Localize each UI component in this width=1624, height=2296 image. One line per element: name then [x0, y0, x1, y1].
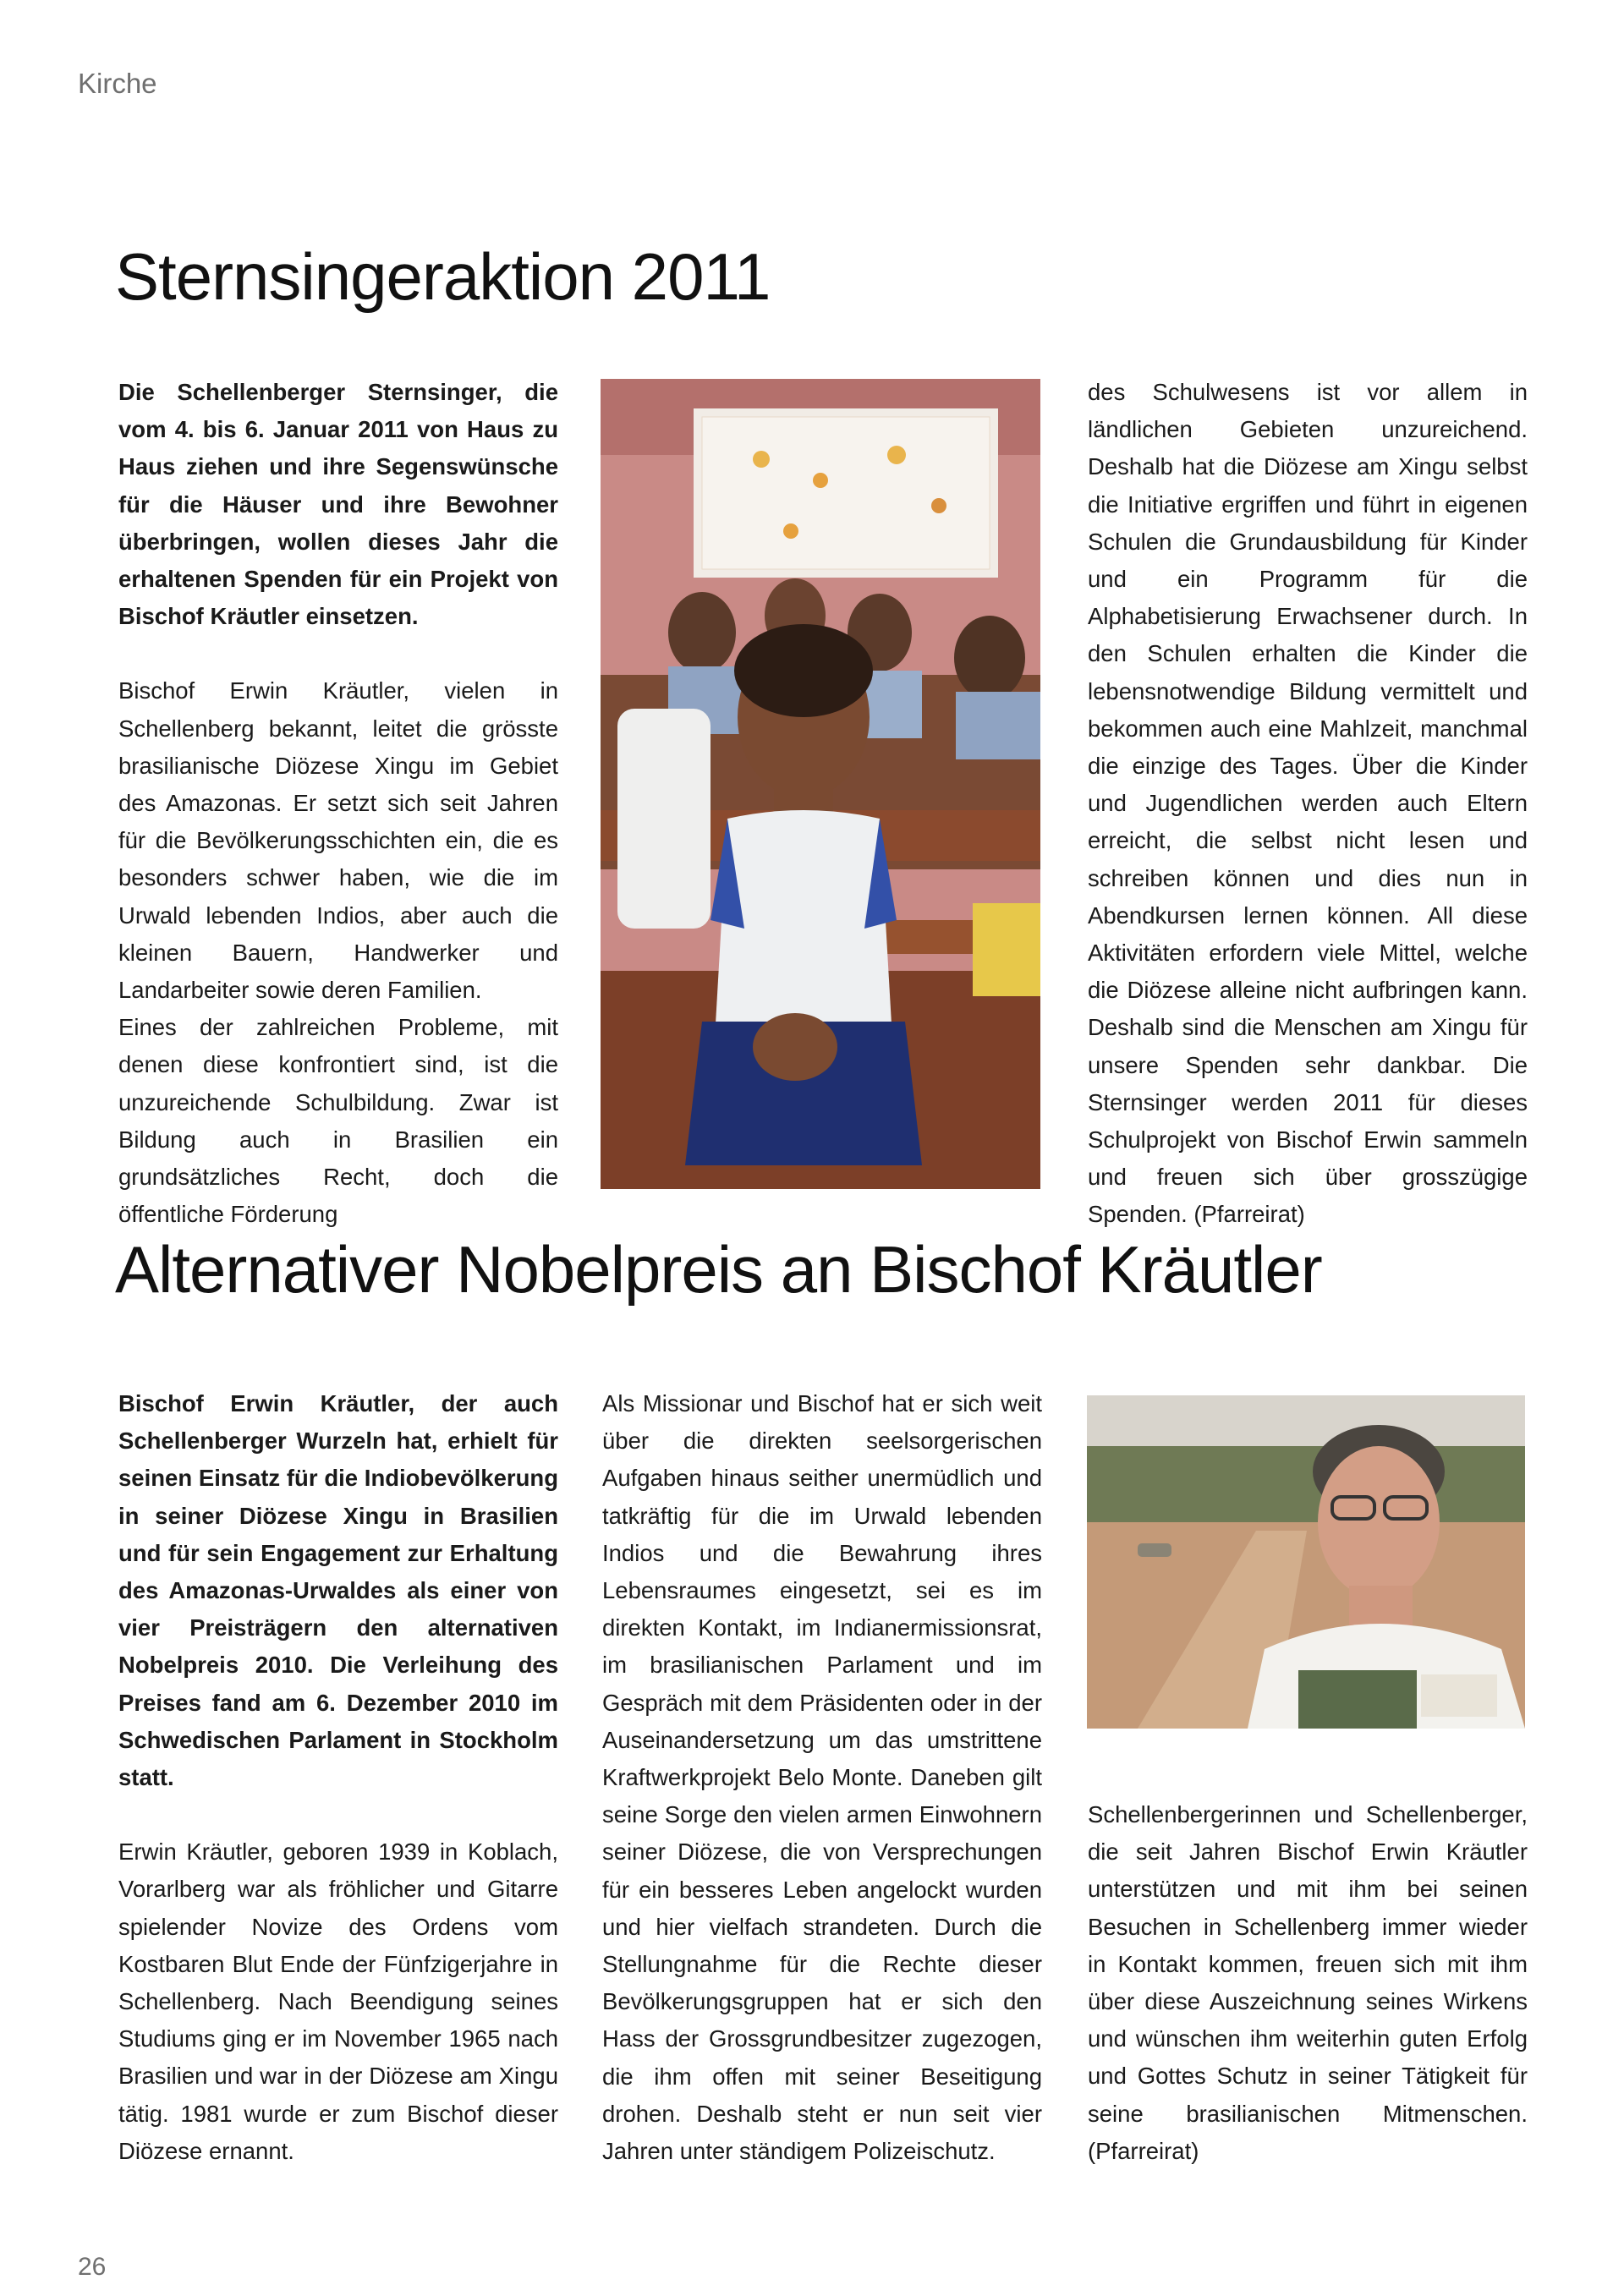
- article1-paragraph-1: Bischof Erwin Kräutler, vielen in Schellenberg bekannt, leitet die grösste brasilianische Diözese Xingu im Gebiet des Amazonas. Er setzt sich seit Jahren für die Bevölkerungsschichten ein, die es besonders schwer haben, wie die im Urwald lebenden Indios, aber auch die kleinen Bauern, Handwerker und Landarbeiter sowie deren Familien.: [118, 677, 558, 1004]
- article2-paragraph-2: Als Missionar und Bischof hat er sich weit über die direkten seelsorgerischen Aufgaben hinaus seither unermüdlich und tatkräftig für die im Urwald lebenden Indios und die Bewahrung ihres Lebensraumes eingesetzt, sei es im direkten Kontakt, im Indianermissionsrat, im brasilianischen Parlament und im Gespräch mit dem Präsidenten oder in der Auseinandersetzung um das umstrittene Kraftwerkprojekt Belo Monte. Daneben gilt seine Sorge den vielen armen Einwohnern seiner Diözese, die von Versprechungen für ein besseres Leben angelockt wurden und hier vielfach strandeten. Durch die Stellungnahme für die Rechte dieser Bevölkerungsgruppen hat er sich den Hass der Grossgrundbesitzer zugezogen, die ihm offen mit seiner Beseitigung drohen. Deshalb steht er nun seit vier Jahren unter ständigem Polizeischutz.: [602, 1390, 1042, 2165]
- article1-column-3: [1088, 374, 1528, 1234]
- bishop-portrait-photo: [1087, 1395, 1525, 1729]
- article1-lead: Die Schellenberger Sternsinger, die vom 4. bis 6. Januar 2011 von Haus zu Haus ziehen und ihre Segenswünsche für die Häuser und ihre Bewohner überbringen, wollen dieses Jahr die erhaltenen Spenden für ein Projekt von Bischof Kräutler einsetzen.: [118, 379, 558, 630]
- classroom-child-photo: [601, 379, 1040, 1189]
- article1-title: Sternsingeraktion 2011: [115, 239, 771, 314]
- article2-column-3: [1088, 1796, 1528, 2170]
- article1-paragraph-3: des Schulwesens ist vor allem in ländlichen Gebieten unzureichend. Deshalb hat die Diözese am Xingu selbst die Initiative ergriffen und führt in eigenen Schulen die Grundausbildung für Kinder und ein Programm für die Alphabetisierung Erwachsener durch. In den Schulen erhalten die Kinder die lebensnotwendige Bildung vermittelt und bekommen auch eine Mahlzeit, manchmal die einzige des Tages. Über die Kinder und Jugendlichen werden auch Eltern erreicht, die selbst nicht lesen und schreiben können und dies nun in Abendkursen lernen können. All diese Aktivitäten erfordern viele Mittel, welche die Diözese alleine nicht aufbringen kann. Deshalb sind die Menschen am Xingu für unsere Spenden sehr dankbar. Die Sternsinger werden 2011 für dieses Schulprojekt von Bischof Erwin sammeln und freuen sich über grosszügige Spenden. (Pfarreirat): [1088, 379, 1528, 1228]
- article2-lead: Bischof Erwin Kräutler, der auch Schellenberger Wurzeln hat, erhielt für seinen Einsatz für die Indiobevölkerung in seiner Diözese Xingu in Brasilien und für sein Engagement zur Erhaltung des Amazonas-Urwaldes als einer von vier Preisträgern den alternativen Nobelpreis 2010. Die Verleihung des Preises fand am 6. Dezember 2010 im Schwedischen Parlament in Stockholm statt.: [118, 1390, 558, 1791]
- article2-paragraph-3: Schellenbergerinnen und Schellenberger, die seit Jahren Bischof Erwin Kräutler unterstützen und mit ihm bei seinen Besuchen in Schellenberg immer wieder in Kontakt kommen, freuen sich mit ihm über diese Auszeichnung seines Wirkens und wünschen ihm weiterhin guten Erfolg und Gottes Schutz in seiner Tätigkeit für seine brasilianischen Mitmenschen. (Pfarreirat): [1088, 1801, 1528, 2164]
- page-number: 26: [78, 2253, 107, 2281]
- section-label: Kirche: [78, 68, 157, 99]
- article2-paragraph-1: Erwin Kräutler, geboren 1939 in Koblach, Vorarlberg war als fröhlicher und Gitarre spielender Novize des Ordens vom Kostbaren Blut Ende der Fünfzigerjahre in Schellenberg. Nach Beendigung seines Studiums ging er im November 1965 nach Brasilien und war in der Diözese am Xingu tätig. 1981 wurde er zum Bischof dieser Diözese ernannt.: [118, 1838, 558, 2164]
- article2-column-2: [602, 1385, 1042, 2170]
- article1-paragraph-2: Eines der zahlreichen Probleme, mit denen diese konfrontiert sind, ist die unzureichende Schulbildung. Zwar ist Bildung auch in Brasilien ein grundsätzliches Recht, doch die öffentliche Förderung: [118, 1014, 558, 1228]
- article2-column-1: [118, 1385, 558, 2170]
- article2-title: Alternativer Nobelpreis an Bischof Kräutler: [115, 1232, 1322, 1307]
- article1-column-1: [118, 374, 558, 1233]
